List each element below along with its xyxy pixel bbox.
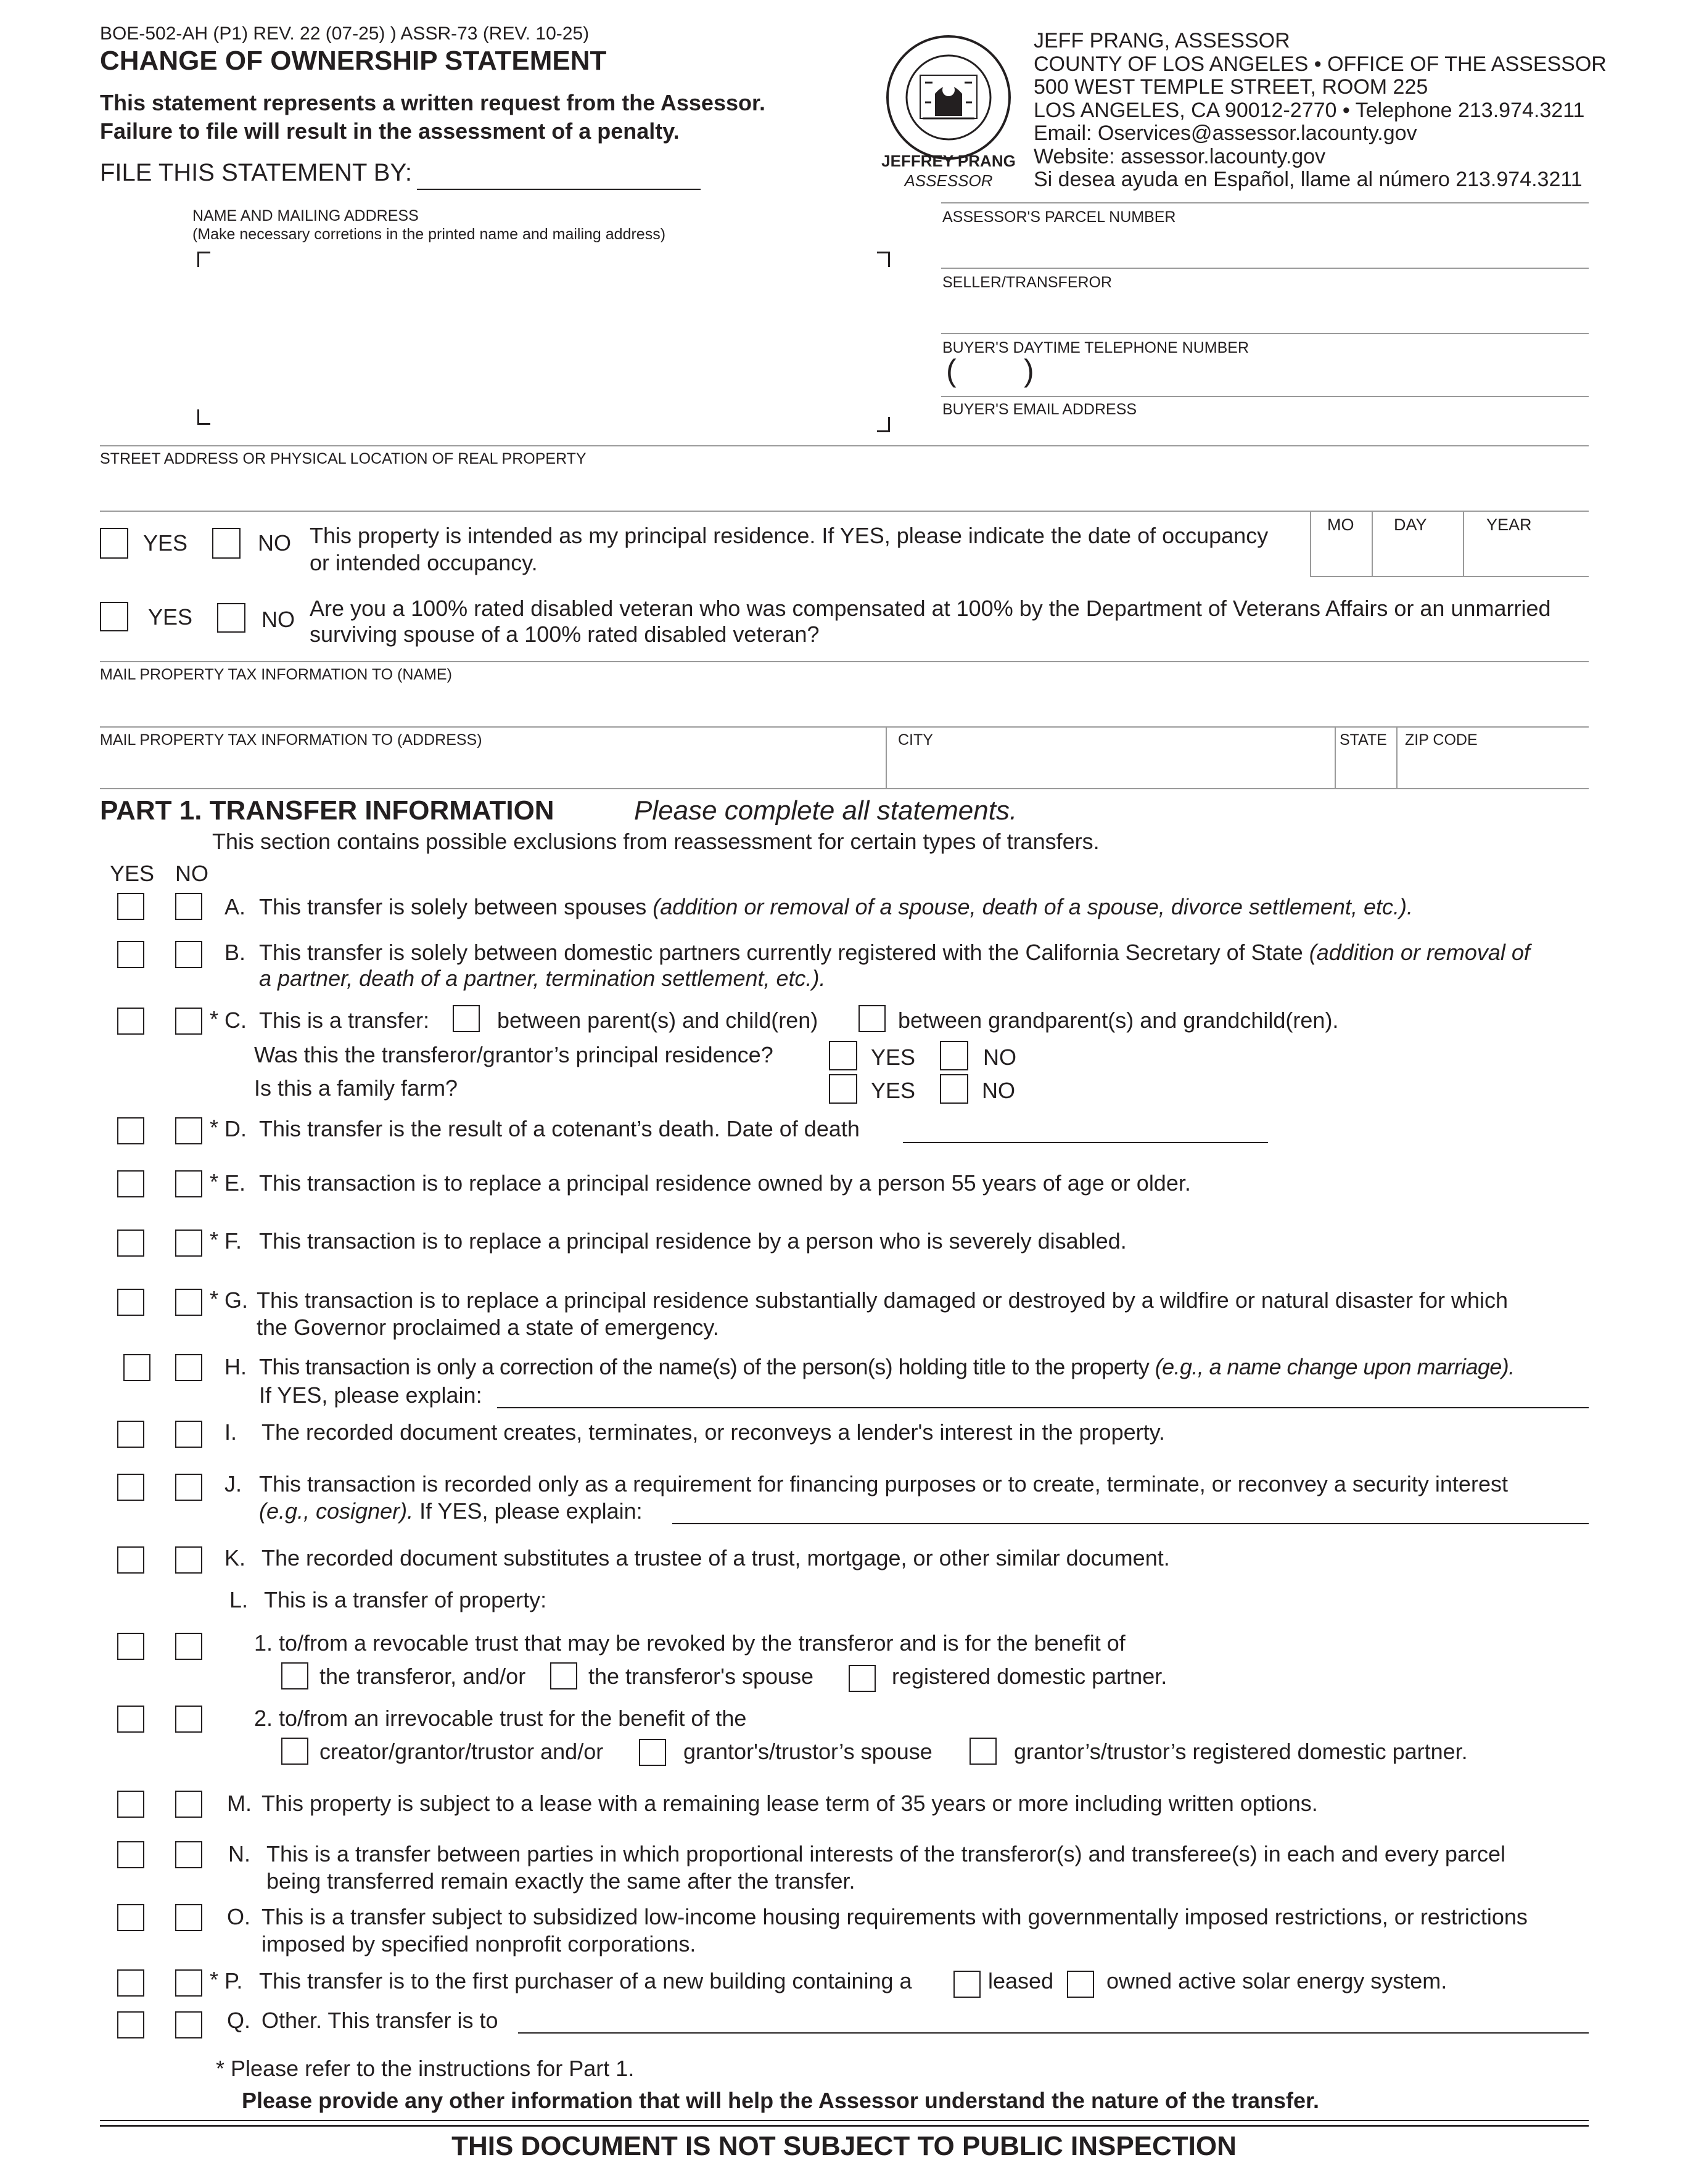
file-by-date-line[interactable] [417, 189, 701, 190]
item-p-yes-checkbox[interactable] [117, 1969, 144, 1997]
item-f-no-checkbox[interactable] [175, 1230, 202, 1257]
item-p-no-checkbox[interactable] [175, 1969, 202, 1997]
name-mailing-note: (Make necessary corretions in the printed name and mailing address) [192, 226, 666, 243]
item-a-no-checkbox[interactable] [175, 893, 202, 920]
divider [941, 396, 1589, 397]
item-d-letter: D. [224, 1116, 247, 1141]
occupancy-month-field[interactable] [1312, 534, 1370, 575]
item-j-no-checkbox[interactable] [175, 1474, 202, 1501]
file-by-label: FILE THIS STATEMENT BY: [100, 159, 413, 186]
parcel-number-label: ASSESSOR'S PARCEL NUMBER [942, 208, 1176, 226]
item-p-leased-checkbox[interactable] [953, 1971, 981, 1998]
item-l2-opt-partner: grantor’s/trustor’s registered domestic partner. [1014, 1739, 1468, 1764]
item-o-yes-checkbox[interactable] [117, 1904, 144, 1931]
divider [1396, 726, 1398, 788]
buyer-phone-label: BUYER'S DAYTIME TELEPHONE NUMBER [942, 339, 1249, 356]
buyer-email-label: BUYER'S EMAIL ADDRESS [942, 401, 1137, 418]
day-label: DAY [1394, 515, 1427, 534]
divider [100, 445, 1589, 446]
footer-notice: THIS DOCUMENT IS NOT SUBJECT TO PUBLIC INSPECTION [451, 2131, 1237, 2161]
item-g-no-checkbox[interactable] [175, 1289, 202, 1316]
item-a-letter: A. [224, 894, 246, 919]
street-address-field[interactable] [100, 470, 1589, 509]
item-c-q1-yes-checkbox[interactable] [829, 1041, 857, 1070]
mail-name-label: MAIL PROPERTY TAX INFORMATION TO (NAME) [100, 666, 452, 683]
item-c-text: This is a transfer: [259, 1008, 430, 1033]
item-p-letter: P. [224, 1968, 243, 1993]
item-j-text-1: This transaction is recorded only as a requirement for financing purposes or to create, terminate, or reconvey a security interest [259, 1471, 1508, 1496]
item-l1-opt-transferor: the transferor, and/or [319, 1664, 526, 1689]
item-p-opt-leased: leased [988, 1968, 1054, 1993]
item-j-explain-line[interactable] [672, 1523, 1589, 1524]
principal-residence-no-checkbox[interactable] [212, 528, 241, 559]
item-n-no-checkbox[interactable] [175, 1841, 202, 1868]
item-l1-opt-partner: registered domestic partner. [892, 1664, 1167, 1689]
item-k-yes-checkbox[interactable] [117, 1546, 144, 1574]
item-c-grandparent-checkbox[interactable] [858, 1005, 886, 1032]
city-field[interactable] [888, 750, 1333, 787]
divider [1335, 726, 1336, 788]
office-spanish-help: Si desea ayuda en Español, llame al número 213.974.3211 [1034, 168, 1583, 191]
office-address [1034, 30, 1607, 192]
footer-rule-1 [100, 2120, 1589, 2121]
principal-residence-text-1: This property is intended as my principal residence. If YES, please indicate the date of occupancy [310, 523, 1269, 548]
item-l2-spouse-checkbox[interactable] [639, 1739, 666, 1766]
principal-residence-text-2: or intended occupancy. [310, 550, 538, 575]
office-email: Email: Oservices@assessor.lacounty.gov [1034, 121, 1417, 145]
form-title: CHANGE OF OWNERSHIP STATEMENT [100, 46, 607, 76]
item-q-yes-checkbox[interactable] [117, 2011, 144, 2038]
city-label: CITY [898, 731, 933, 749]
item-f-yes-checkbox[interactable] [117, 1230, 144, 1257]
name-mailing-address-area[interactable] [204, 253, 882, 423]
item-l2-creator-checkbox[interactable] [281, 1738, 308, 1765]
item-l2-partner-checkbox[interactable] [970, 1738, 997, 1765]
item-q-other-line[interactable] [518, 2032, 1589, 2034]
item-p-opt-owned: owned active solar energy system. [1106, 1968, 1447, 1993]
seller-field[interactable] [942, 294, 1589, 330]
item-b-letter: B. [224, 940, 246, 965]
zip-field[interactable] [1399, 750, 1589, 787]
item-m-text: This property is subject to a lease with a remaining lease term of 35 years or more including written options. [261, 1791, 1318, 1816]
footer-rule-2 [100, 2125, 1589, 2127]
office-line: LOS ANGELES, CA 90012-2770 • Telephone 213.974.3211 [1034, 98, 1585, 122]
item-n-letter: N. [228, 1841, 250, 1866]
divider [1310, 576, 1589, 577]
item-b-no-checkbox[interactable] [175, 941, 202, 968]
item-h-text [259, 1354, 1515, 1380]
seller-label: SELLER/TRANSFEROR [942, 274, 1113, 291]
item-b-main: This transfer is solely between domestic partners currently registered with the California Secretary of State [259, 940, 1309, 965]
item-f-letter: F. [224, 1228, 242, 1254]
divider [941, 268, 1589, 269]
item-n-yes-checkbox[interactable] [117, 1841, 144, 1868]
veteran-no-checkbox[interactable] [217, 603, 245, 633]
item-k-no-checkbox[interactable] [175, 1546, 202, 1574]
item-c-yes-checkbox[interactable] [117, 1008, 144, 1035]
date-of-death-line[interactable] [903, 1142, 1268, 1143]
item-n-text-2: being transferred remain exactly the same after the transfer. [266, 1868, 855, 1894]
item-b-note: (addition or removal of [1309, 940, 1530, 965]
buyer-email-field[interactable] [942, 419, 1589, 443]
item-c-q2: Is this a family farm? [254, 1075, 458, 1101]
street-address-label: STREET ADDRESS OR PHYSICAL LOCATION OF REAL PROPERTY [100, 450, 587, 467]
item-b-text [259, 940, 1530, 966]
item-h-no-checkbox[interactable] [175, 1354, 202, 1381]
veteran-yes-checkbox[interactable] [100, 602, 128, 631]
veteran-no-label: NO [261, 607, 295, 632]
divider [100, 661, 1589, 662]
item-l1-text: 1. to/from a revocable trust that may be revoked by the transferor and is for the benefit of [254, 1630, 1126, 1656]
item-e-letter: E. [224, 1170, 246, 1196]
item-l1-transferor-checkbox[interactable] [281, 1662, 308, 1689]
mail-address-label: MAIL PROPERTY TAX INFORMATION TO (ADDRESS) [100, 731, 482, 749]
state-label: STATE [1340, 731, 1387, 749]
mail-name-field[interactable] [100, 684, 1589, 724]
divider [1310, 512, 1311, 576]
item-l2-opt-creator: creator/grantor/trustor and/or [319, 1739, 604, 1764]
item-j-yes-checkbox[interactable] [117, 1474, 144, 1501]
notice-line-1: This statement represents a written request from the Assessor. [100, 90, 766, 115]
item-l1-yes-checkbox[interactable] [117, 1633, 144, 1660]
item-j-explain: If YES, please explain: [413, 1498, 643, 1524]
name-mailing-label: NAME AND MAILING ADDRESS [192, 207, 419, 224]
item-l2-text: 2. to/from an irrevocable trust for the benefit of the [254, 1706, 747, 1731]
item-q-letter: Q. [227, 2008, 251, 2033]
col-no-header: NO [175, 861, 208, 886]
office-line: 500 WEST TEMPLE STREET, ROOM 225 [1034, 75, 1428, 99]
item-c-opt-grandparent: between grandparent(s) and grandchild(ren). [898, 1008, 1339, 1033]
item-h-letter: H. [224, 1354, 247, 1379]
item-d-no-checkbox[interactable] [175, 1117, 202, 1144]
item-j-letter: J. [224, 1471, 242, 1496]
item-h-yes-checkbox[interactable] [123, 1354, 150, 1381]
divider [941, 202, 1589, 203]
item-c-opt-parent-child: between parent(s) and child(ren) [497, 1008, 818, 1033]
item-g-text-2: the Governor proclaimed a state of emergency. [257, 1315, 719, 1340]
principal-yes-label: YES [143, 530, 188, 556]
item-h-explain: If YES, please explain: [259, 1382, 482, 1408]
item-g-text-1: This transaction is to replace a principal residence substantially damaged or destroyed by a wildfire or natural disaster for which [257, 1287, 1509, 1313]
form-number: BOE-502-AH (P1) REV. 22 (07-25) ) ASSR-73 (REV. 10-25) [100, 23, 590, 44]
item-b-yes-checkbox[interactable] [117, 941, 144, 968]
item-p-text: This transfer is to the first purchaser of a new building containing a [259, 1968, 912, 1993]
col-yes-header: YES [110, 861, 155, 886]
item-l1-spouse-checkbox[interactable] [550, 1662, 577, 1689]
mail-address-field[interactable] [100, 750, 884, 787]
occupancy-day-field[interactable] [1374, 534, 1462, 575]
item-c-q2-no: NO [982, 1078, 1015, 1103]
seal-title: ASSESSOR [904, 171, 993, 190]
part1-footnote: * Please refer to the instructions for Part 1. [216, 2056, 635, 2081]
item-e-yes-checkbox[interactable] [117, 1170, 144, 1197]
item-i-no-checkbox[interactable] [175, 1421, 202, 1448]
item-c-q1: Was this the transferor/grantor’s principal residence? [254, 1042, 773, 1067]
item-p-star: * [210, 1967, 219, 1992]
office-line: COUNTY OF LOS ANGELES • OFFICE OF THE ASSESSOR [1034, 52, 1607, 76]
item-o-text-2: imposed by specified nonprofit corporations. [261, 1931, 696, 1956]
item-c-q2-no-checkbox[interactable] [940, 1074, 968, 1104]
item-l-letter: L. [229, 1587, 249, 1612]
item-c-q2-yes-checkbox[interactable] [829, 1074, 857, 1104]
item-e-no-checkbox[interactable] [175, 1170, 202, 1197]
item-g-letter: G. [224, 1287, 249, 1313]
item-i-letter: I. [224, 1419, 237, 1445]
assessor-seal [886, 35, 1011, 160]
item-h-explain-line[interactable] [497, 1407, 1589, 1408]
item-e-star: * [210, 1169, 219, 1194]
item-a-text [259, 894, 1413, 920]
item-p-owned-checkbox[interactable] [1067, 1971, 1094, 1998]
item-k-text: The recorded document substitutes a trustee of a trust, mortgage, or other similar document. [261, 1545, 1170, 1570]
veteran-text-1: Are you a 100% rated disabled veteran who was compensated at 100% by the Department of Veterans Affairs or an unmarried [310, 596, 1551, 621]
phone-paren-close: ) [1024, 353, 1034, 388]
item-a-note: (addition or removal of a spouse, death of a spouse, divorce settlement, etc.). [653, 894, 1413, 919]
seal-name: JEFFREY PRANG [881, 152, 1016, 170]
item-c-q1-no-checkbox[interactable] [940, 1041, 968, 1070]
principal-residence-yes-checkbox[interactable] [100, 528, 128, 559]
notice-line-2: Failure to file will result in the assessment of a penalty. [100, 118, 680, 144]
item-c-letter: C. [224, 1008, 247, 1033]
item-c-q2-yes: YES [871, 1078, 916, 1103]
buyer-phone-field[interactable] [1048, 358, 1585, 392]
item-i-yes-checkbox[interactable] [117, 1421, 144, 1448]
item-d-star: * [210, 1115, 219, 1140]
seal-ring-text [886, 35, 1011, 37]
item-c-no-checkbox[interactable] [175, 1008, 202, 1035]
item-d-text: This transfer is the result of a cotenant’s death. Date of death [259, 1116, 860, 1141]
item-q-no-checkbox[interactable] [175, 2011, 202, 2038]
divider [1372, 512, 1373, 576]
principal-no-label: NO [258, 530, 291, 556]
item-d-yes-checkbox[interactable] [117, 1117, 144, 1144]
veteran-text-2: surviving spouse of a 100% rated disabled veteran? [310, 622, 820, 647]
item-g-star: * [210, 1286, 219, 1312]
item-l2-yes-checkbox[interactable] [117, 1706, 144, 1733]
item-a-main: This transfer is solely between spouses [259, 894, 653, 919]
parcel-number-field[interactable] [942, 228, 1589, 265]
divider [886, 726, 887, 788]
item-l1-no-checkbox[interactable] [175, 1633, 202, 1660]
item-l2-no-checkbox[interactable] [175, 1706, 202, 1733]
item-f-star: * [210, 1227, 219, 1252]
item-o-no-checkbox[interactable] [175, 1904, 202, 1931]
office-website: Website: assessor.lacounty.gov [1034, 144, 1326, 168]
veteran-yes-label: YES [148, 604, 193, 630]
item-e-text: This transaction is to replace a principal residence owned by a person 55 years of age or older. [259, 1170, 1191, 1196]
mo-label: MO [1327, 515, 1354, 534]
item-g-yes-checkbox[interactable] [117, 1289, 144, 1316]
part1-closing: Please provide any other information that will help the Assessor understand the nature of the transfer. [242, 2088, 1320, 2113]
item-k-letter: K. [224, 1545, 246, 1570]
divider [100, 511, 1589, 512]
part1-title: PART 1. TRANSFER INFORMATION [100, 795, 554, 826]
item-c-q1-no: NO [983, 1045, 1016, 1070]
item-l2-opt-spouse: grantor's/trustor’s spouse [683, 1739, 933, 1764]
item-b-note-2: a partner, death of a partner, termination settlement, etc.). [259, 966, 826, 991]
item-m-yes-checkbox[interactable] [117, 1791, 144, 1818]
part1-subtitle: Please complete all statements. [634, 795, 1018, 826]
divider [1463, 512, 1464, 576]
item-i-text: The recorded document creates, terminates, or reconveys a lender's interest in the property. [261, 1419, 1165, 1445]
divider [100, 726, 1589, 728]
divider [941, 333, 1589, 334]
zip-label: ZIP CODE [1405, 731, 1478, 749]
item-a-yes-checkbox[interactable] [117, 893, 144, 920]
year-label: YEAR [1486, 515, 1532, 534]
phone-paren-open: ( [946, 353, 957, 388]
part1-intro: This section contains possible exclusions from reassessment for certain types of transfers. [212, 829, 1100, 854]
item-c-parent-child-checkbox[interactable] [453, 1005, 480, 1032]
item-l-text: This is a transfer of property: [264, 1587, 547, 1612]
seal-icon [886, 35, 1011, 160]
item-o-text-1: This is a transfer subject to subsidized low-income housing requirements with governmentally imposed restrictions, or restrictions [261, 1904, 1528, 1929]
item-c-star: * [210, 1006, 219, 1032]
item-m-letter: M. [227, 1791, 252, 1816]
item-n-text-1: This is a transfer between parties in which proportional interests of the transferor(s) and transferee(s) in each and every parcel [266, 1841, 1505, 1866]
item-o-letter: O. [227, 1904, 251, 1929]
item-f-text: This transaction is to replace a principal residence by a person who is severely disabled. [259, 1228, 1127, 1254]
divider [100, 788, 1589, 789]
item-l1-partner-checkbox[interactable] [849, 1665, 876, 1692]
item-j-note: (e.g., cosigner). [259, 1498, 414, 1524]
item-c-q1-yes: YES [871, 1045, 916, 1070]
item-h-note: (e.g., a name change upon marriage). [1155, 1354, 1515, 1379]
item-m-no-checkbox[interactable] [175, 1791, 202, 1818]
office-line: JEFF PRANG, ASSESSOR [1034, 29, 1290, 52]
item-q-text: Other. This transfer is to [261, 2008, 498, 2033]
item-h-main: This transaction is only a correction of the name(s) of the person(s) holding title to the property [259, 1354, 1155, 1379]
state-field[interactable] [1337, 750, 1395, 787]
item-l1-opt-spouse: the transferor's spouse [588, 1664, 814, 1689]
item-j-text-2 [259, 1498, 643, 1524]
occupancy-year-field[interactable] [1465, 534, 1587, 575]
